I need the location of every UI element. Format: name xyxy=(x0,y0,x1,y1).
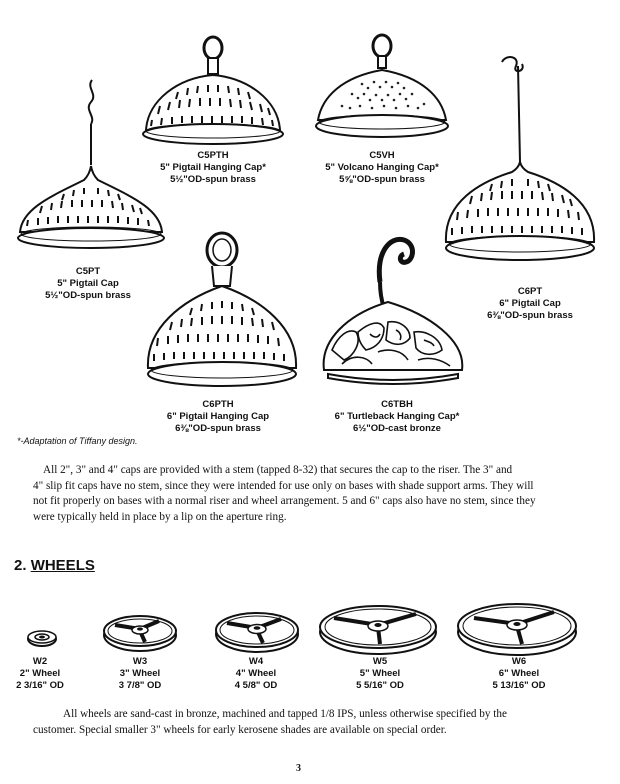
cap-code: C5VH xyxy=(369,150,395,161)
cap-name: 6" Pigtail Cap xyxy=(499,298,561,309)
wheel-label-w4 xyxy=(218,656,294,692)
cap-label-c5pth xyxy=(143,150,283,186)
wheel-w2-illustration xyxy=(26,628,58,648)
wheel-w5-illustration xyxy=(316,600,440,658)
cap-c5vh-illustration xyxy=(312,32,452,147)
cap-c6pth-illustration xyxy=(142,228,302,398)
cap-material: 6⅜"OD-spun brass xyxy=(487,310,573,321)
wheels-paragraph xyxy=(33,707,593,738)
caps-paragraph-line: not fit properly on bases with a normal riser and wheel arrangement. 5 and 6" caps also have no stem, since they xyxy=(33,495,536,507)
section-heading xyxy=(14,557,95,574)
wheel-code: W5 xyxy=(372,656,388,667)
cap-code: C5PT xyxy=(75,266,101,277)
caps-paragraph-line: All 2", 3" and 4" caps are provided with a stem (tapped 8-32) that secures the cap to the riser. The 3" and xyxy=(43,464,513,476)
cap-name: 5" Pigtail Cap xyxy=(57,278,119,289)
wheels-paragraph-line: All wheels are sand-cast in bronze, machined and tapped 1/8 IPS, unless otherwise specified by the xyxy=(63,708,507,720)
cap-c6tbh-illustration xyxy=(318,232,468,392)
cap-material: 5½"OD-spun brass xyxy=(45,290,131,301)
page-number: 3 xyxy=(296,763,301,774)
cap-material: 5⅝"OD-spun brass xyxy=(339,174,425,185)
wheel-label-w6 xyxy=(474,656,564,692)
wheel-name: 3" Wheel xyxy=(119,668,161,679)
wheel-label-w3 xyxy=(102,656,178,692)
wheel-code: W6 xyxy=(511,656,527,667)
cap-code: C6PTH xyxy=(202,399,234,410)
cap-code: C6TBH xyxy=(381,399,413,410)
section-number: 2. xyxy=(14,557,27,574)
cap-label-c5pt xyxy=(18,266,158,302)
caps-paragraph-line: 4" slip fit caps have no stem, since they were intended for use only on bases with shade support arms. They will xyxy=(33,479,534,492)
wheels-paragraph-line: customer. Special smaller 3" wheels for early kerosene shades are available on special order. xyxy=(33,723,447,736)
wheel-label-w2 xyxy=(2,656,78,692)
wheel-label-w5 xyxy=(337,656,423,692)
cap-material: 6⅜"OD-spun brass xyxy=(175,423,261,434)
caps-paragraph xyxy=(33,463,593,525)
cap-material: 5½"OD-spun brass xyxy=(170,174,256,185)
tiffany-footnote: *-Adaptation of Tiffany design. xyxy=(17,436,138,446)
wheel-code: W3 xyxy=(132,656,148,667)
wheel-od: 4 5/8" OD xyxy=(234,680,278,691)
cap-label-c6tbh xyxy=(322,399,472,435)
wheel-od: 5 5/16" OD xyxy=(356,680,404,691)
wheel-od: 2 3/16" OD xyxy=(16,680,64,691)
cap-label-c5vh xyxy=(312,150,452,186)
cap-name: 6" Pigtail Hanging Cap xyxy=(166,411,270,422)
cap-name: 5" Volcano Hanging Cap* xyxy=(325,162,439,173)
wheel-w6-illustration xyxy=(454,598,580,658)
wheel-name: 5" Wheel xyxy=(359,668,401,679)
cap-name: 5" Pigtail Hanging Cap* xyxy=(160,162,266,173)
wheel-name: 2" Wheel xyxy=(19,668,61,679)
wheel-od: 3 7/8" OD xyxy=(118,680,162,691)
wheel-name: 6" Wheel xyxy=(498,668,540,679)
cap-name: 6" Turtleback Hanging Cap* xyxy=(334,411,460,422)
cap-code: C6PT xyxy=(517,286,543,297)
section-title: WHEELS xyxy=(30,557,95,574)
wheel-w3-illustration xyxy=(101,611,179,655)
wheel-name: 4" Wheel xyxy=(235,668,277,679)
cap-label-c6pth xyxy=(148,399,288,435)
cap-code: C5PTH xyxy=(197,150,229,161)
wheel-code: W4 xyxy=(248,656,264,667)
cap-label-c6pt xyxy=(460,286,600,322)
wheel-od: 5 13/16" OD xyxy=(492,680,546,691)
cap-material: 6½"OD-cast bronze xyxy=(353,423,441,434)
caps-paragraph-line: were typically held in place by a lip on the aperture ring. xyxy=(33,510,287,523)
wheel-w4-illustration xyxy=(213,607,301,657)
wheel-code: W2 xyxy=(32,656,48,667)
